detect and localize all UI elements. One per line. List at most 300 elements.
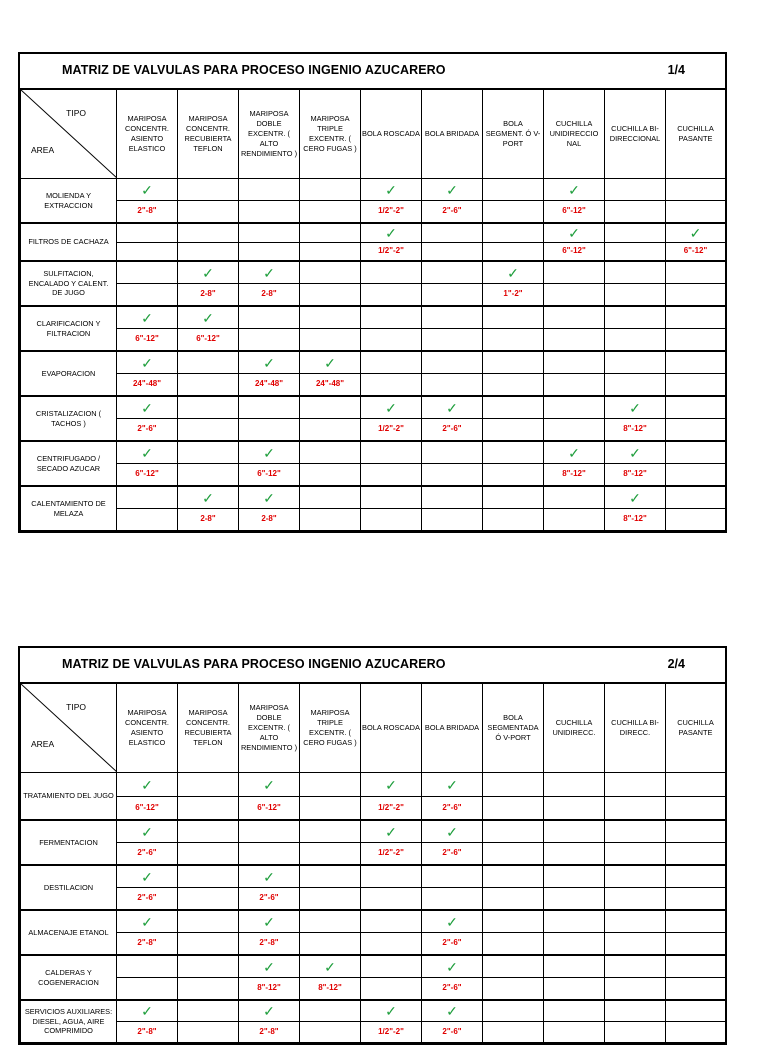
size-cell	[117, 464, 178, 487]
column-header	[544, 90, 605, 179]
checkmark-icon: ✓	[446, 776, 458, 793]
size-cell	[361, 1022, 422, 1043]
checkmark-icon: ✓	[446, 913, 458, 930]
size-cell	[361, 888, 422, 911]
size-cell	[605, 888, 666, 911]
check-cell	[666, 773, 726, 797]
checkmark-icon: ✓	[385, 181, 397, 198]
check-cell	[361, 820, 422, 843]
area-label: CALENTAMIENTO DE MELAZA	[21, 486, 117, 531]
checkmark-icon: ✓	[446, 1003, 458, 1019]
size-range: 1/2"-2"	[378, 802, 404, 812]
check-cell	[605, 179, 666, 201]
check-cell	[361, 1000, 422, 1022]
check-cell	[239, 486, 300, 509]
checkmark-icon: ✓	[324, 958, 336, 975]
checkmark-icon: ✓	[689, 225, 702, 241]
size-cell	[483, 797, 544, 821]
size-cell	[605, 201, 666, 224]
size-cell	[483, 374, 544, 397]
size-cell	[483, 419, 544, 442]
area-row-check	[21, 351, 726, 374]
size-cell	[361, 797, 422, 821]
checkmark-icon: ✓	[629, 444, 641, 461]
size-cell	[605, 843, 666, 866]
size-cell	[239, 329, 300, 352]
size-cell	[422, 1022, 483, 1043]
size-cell	[544, 509, 605, 531]
size-cell	[300, 329, 361, 352]
check-cell	[544, 306, 605, 329]
column-header-label: CUCHILLA PASANTE	[677, 718, 714, 737]
area-label: MOLIENDA Y EXTRACCION	[21, 179, 117, 224]
check-cell	[666, 910, 726, 933]
check-cell	[361, 441, 422, 464]
size-range: 2"-6"	[442, 983, 462, 993]
column-header-label: MARIPOSA TRIPLE EXCENTR. ( CERO FUGAS )	[303, 114, 357, 153]
checkmark-icon: ✓	[141, 776, 153, 793]
size-cell	[422, 888, 483, 911]
check-cell	[544, 486, 605, 509]
size-range: 2"-6"	[137, 893, 157, 903]
size-cell	[117, 843, 178, 866]
diagonal-divider	[21, 684, 117, 772]
check-cell	[117, 179, 178, 201]
checkmark-icon: ✓	[568, 181, 580, 198]
check-cell	[422, 486, 483, 509]
size-cell	[117, 797, 178, 821]
size-range: 8"-12"	[318, 983, 342, 993]
size-cell	[117, 509, 178, 531]
size-range: 2"-8"	[137, 1026, 157, 1036]
column-header	[300, 90, 361, 179]
column-header-label: CUCHILLA PASANTE	[677, 124, 714, 143]
checkmark-icon: ✓	[141, 913, 153, 930]
size-cell	[239, 978, 300, 1001]
check-cell	[178, 910, 239, 933]
size-range: 8"-12"	[257, 983, 281, 993]
check-cell	[239, 955, 300, 978]
check-cell	[544, 910, 605, 933]
check-cell	[544, 179, 605, 201]
checkmark-icon: ✓	[385, 776, 397, 793]
check-cell	[422, 306, 483, 329]
size-cell	[361, 978, 422, 1001]
checkmark-icon: ✓	[324, 354, 336, 371]
checkmark-icon: ✓	[141, 181, 153, 198]
check-cell	[178, 306, 239, 329]
size-cell	[605, 1022, 666, 1043]
area-row-check	[21, 865, 726, 888]
area-row-size	[21, 978, 726, 1001]
check-cell	[361, 306, 422, 329]
size-cell	[300, 509, 361, 531]
size-range: 24"-48"	[315, 379, 345, 389]
size-cell	[483, 888, 544, 911]
size-cell	[666, 933, 726, 956]
check-cell	[300, 261, 361, 284]
size-cell	[666, 374, 726, 397]
check-cell	[544, 865, 605, 888]
check-cell	[300, 351, 361, 374]
area-label: CALDERAS Y COGENERACION	[21, 955, 117, 1000]
column-header-label: MARIPOSA CONCENTR. RECUBIERTA TEFLON	[184, 114, 232, 153]
column-header	[605, 90, 666, 179]
check-cell	[117, 396, 178, 419]
check-cell	[422, 179, 483, 201]
check-cell	[483, 773, 544, 797]
size-cell	[422, 933, 483, 956]
checkmark-icon: ✓	[202, 264, 214, 281]
area-row-check	[21, 179, 726, 201]
size-cell	[178, 243, 239, 262]
check-cell	[117, 261, 178, 284]
check-cell	[483, 486, 544, 509]
size-cell	[422, 201, 483, 224]
valve-matrix-sheet-1	[18, 52, 727, 533]
area-label: ALMACENAJE ETANOL	[21, 910, 117, 955]
size-cell	[361, 243, 422, 262]
check-cell	[178, 179, 239, 201]
check-cell	[117, 351, 178, 374]
checkmark-icon: ✓	[446, 823, 458, 840]
column-header	[666, 90, 726, 179]
diagonal-divider	[21, 90, 117, 178]
header-area-label: AREA	[31, 144, 55, 155]
size-cell	[483, 843, 544, 866]
size-cell	[300, 843, 361, 866]
check-cell	[422, 223, 483, 243]
size-cell	[300, 978, 361, 1001]
column-header-label: MARIPOSA TRIPLE EXCENTR. ( CERO FUGAS )	[303, 708, 357, 747]
check-cell	[483, 441, 544, 464]
column-header	[361, 684, 422, 773]
size-cell	[178, 509, 239, 531]
size-cell	[361, 509, 422, 531]
column-header	[117, 90, 178, 179]
check-cell	[666, 865, 726, 888]
size-range: 6"-12"	[683, 246, 708, 256]
size-cell	[544, 888, 605, 911]
size-cell	[361, 419, 422, 442]
column-header	[239, 684, 300, 773]
check-cell	[300, 306, 361, 329]
area-row-size	[21, 797, 726, 821]
check-cell	[361, 910, 422, 933]
size-cell	[300, 1022, 361, 1043]
check-cell	[544, 773, 605, 797]
check-cell	[605, 820, 666, 843]
size-cell	[361, 464, 422, 487]
area-label: CENTRIFUGADO / SECADO AZUCAR	[21, 441, 117, 486]
size-range: 6"-12"	[257, 469, 281, 479]
check-cell	[178, 820, 239, 843]
size-cell	[483, 201, 544, 224]
size-cell	[422, 464, 483, 487]
header-tipo-label: TIPO	[66, 702, 86, 712]
area-label: SULFITACION, ENCALADO Y CALENT. DE JUGO	[21, 261, 117, 306]
size-cell	[300, 201, 361, 224]
size-cell	[117, 243, 178, 262]
area-label: SERVICIOS AUXILIARES: DIESEL, AGUA, AIRE COMPRIMIDO	[21, 1000, 117, 1043]
column-header-label: BOLA SEGMENTADA Ó V-PORT	[487, 713, 539, 742]
checkmark-icon: ✓	[263, 868, 275, 885]
checkmark-icon: ✓	[263, 489, 275, 506]
check-cell	[300, 773, 361, 797]
check-cell	[117, 306, 178, 329]
column-header-label: MARIPOSA CONCENTR. ASIENTO ELASTICO	[125, 114, 169, 153]
check-cell	[239, 865, 300, 888]
check-cell	[300, 955, 361, 978]
checkmark-icon: ✓	[446, 399, 458, 416]
size-cell	[361, 374, 422, 397]
size-range: 2-8"	[200, 514, 216, 524]
checkmark-icon: ✓	[568, 444, 580, 461]
size-cell	[483, 933, 544, 956]
check-cell	[361, 396, 422, 419]
checkmark-icon: ✓	[385, 399, 397, 416]
size-cell	[300, 888, 361, 911]
area-row-check	[21, 261, 726, 284]
size-cell	[605, 933, 666, 956]
column-header	[666, 684, 726, 773]
column-header	[422, 684, 483, 773]
size-range: 8"-12"	[623, 469, 647, 479]
size-cell	[300, 284, 361, 307]
column-header-label: BOLA ROSCADA	[362, 129, 420, 138]
column-header	[361, 90, 422, 179]
sheet-title-bar	[20, 648, 725, 683]
area-label: FERMENTACION	[21, 820, 117, 865]
area-row-check	[21, 955, 726, 978]
check-cell	[361, 351, 422, 374]
size-cell	[117, 329, 178, 352]
column-header	[178, 90, 239, 179]
checkmark-icon: ✓	[446, 181, 458, 198]
column-header-label: BOLA SEGMENT. Ó V-PORT	[485, 119, 541, 148]
check-cell	[483, 351, 544, 374]
check-cell	[666, 261, 726, 284]
check-cell	[422, 820, 483, 843]
size-cell	[544, 933, 605, 956]
check-cell	[483, 223, 544, 243]
size-range: 2"-8"	[137, 206, 157, 216]
size-cell	[239, 888, 300, 911]
check-cell	[666, 396, 726, 419]
size-cell	[422, 509, 483, 531]
check-cell	[117, 486, 178, 509]
size-cell	[178, 374, 239, 397]
area-row-check	[21, 486, 726, 509]
size-cell	[361, 201, 422, 224]
check-cell	[361, 223, 422, 243]
size-cell	[483, 243, 544, 262]
size-cell	[422, 243, 483, 262]
column-header-label: CUCHILLA BI-DIRECC.	[611, 718, 659, 737]
column-header	[483, 684, 544, 773]
size-cell	[666, 978, 726, 1001]
size-cell	[239, 201, 300, 224]
check-cell	[422, 396, 483, 419]
check-cell	[605, 441, 666, 464]
size-cell	[483, 509, 544, 531]
size-cell	[544, 978, 605, 1001]
area-label: EVAPORACION	[21, 351, 117, 396]
size-cell	[422, 329, 483, 352]
size-range: 1/2"-2"	[378, 206, 404, 216]
size-cell	[666, 843, 726, 866]
size-cell	[544, 284, 605, 307]
check-cell	[178, 396, 239, 419]
checkmark-icon: ✓	[141, 823, 153, 840]
column-header-label: BOLA BRIDADA	[424, 723, 480, 732]
valve-matrix-table	[20, 89, 726, 531]
area-row-check	[21, 306, 726, 329]
check-cell	[117, 773, 178, 797]
check-cell	[422, 773, 483, 797]
checkmark-icon: ✓	[385, 823, 397, 840]
size-cell	[605, 284, 666, 307]
size-range: 1/2"-2"	[378, 848, 404, 858]
area-label: CRISTALIZACION ( TACHOS )	[21, 396, 117, 441]
check-cell	[300, 486, 361, 509]
column-header	[239, 90, 300, 179]
checkmark-icon: ✓	[263, 354, 275, 371]
size-cell	[483, 464, 544, 487]
check-cell	[117, 223, 178, 243]
column-header-label: CUCHILLA BI-DIRECCIONAL	[609, 124, 661, 143]
size-cell	[239, 419, 300, 442]
checkmark-icon: ✓	[141, 309, 153, 326]
check-cell	[544, 1000, 605, 1022]
area-row-size	[21, 1022, 726, 1043]
size-cell	[544, 419, 605, 442]
check-cell	[239, 261, 300, 284]
size-cell	[300, 464, 361, 487]
check-cell	[361, 261, 422, 284]
checkmark-icon: ✓	[263, 776, 275, 793]
check-cell	[666, 351, 726, 374]
area-label: CLARIFICACION Y FILTRACION	[21, 306, 117, 351]
area-row-check	[21, 441, 726, 464]
check-cell	[361, 486, 422, 509]
area-row-size	[21, 201, 726, 224]
size-range: 2"-8"	[137, 938, 157, 948]
check-cell	[239, 1000, 300, 1022]
size-range: 6"-12"	[135, 334, 159, 344]
check-cell	[178, 955, 239, 978]
size-cell	[422, 374, 483, 397]
check-cell	[117, 441, 178, 464]
size-cell	[605, 243, 666, 262]
size-range: 2"-6"	[442, 802, 462, 812]
size-cell	[605, 329, 666, 352]
size-cell	[361, 284, 422, 307]
check-cell	[422, 441, 483, 464]
size-cell	[483, 284, 544, 307]
check-cell	[300, 910, 361, 933]
sheet-title: MATRIZ DE VALVULAS PARA PROCESO INGENIO AZUCARERO	[62, 657, 446, 671]
area-row-check	[21, 396, 726, 419]
column-header-label: BOLA ROSCADA	[362, 723, 420, 732]
column-header	[605, 684, 666, 773]
check-cell	[483, 179, 544, 201]
type-area-header-cell	[21, 90, 117, 179]
check-cell	[300, 1000, 361, 1022]
size-cell	[666, 464, 726, 487]
check-cell	[300, 820, 361, 843]
size-range: 2"-6"	[259, 893, 279, 903]
size-range: 1/2"-2"	[378, 1026, 404, 1036]
check-cell	[544, 396, 605, 419]
size-range: 6"-12"	[562, 246, 586, 256]
check-cell	[178, 351, 239, 374]
check-cell	[605, 261, 666, 284]
size-cell	[178, 201, 239, 224]
checkmark-icon: ✓	[263, 264, 275, 281]
size-range: 1/2"-2"	[378, 246, 404, 256]
size-cell	[178, 464, 239, 487]
size-range: 2"-6"	[442, 1026, 462, 1036]
check-cell	[239, 820, 300, 843]
check-cell	[117, 910, 178, 933]
size-cell	[239, 374, 300, 397]
size-cell	[422, 797, 483, 821]
check-cell	[300, 865, 361, 888]
size-cell	[178, 933, 239, 956]
size-cell	[239, 284, 300, 307]
size-cell	[483, 978, 544, 1001]
size-cell	[666, 509, 726, 531]
checkmark-icon: ✓	[263, 913, 275, 930]
check-cell	[239, 396, 300, 419]
column-header-label: CUCHILLA UNIDIRECCIO NAL	[549, 119, 599, 148]
size-cell	[239, 933, 300, 956]
area-row-check	[21, 773, 726, 797]
area-row-size	[21, 419, 726, 442]
size-range: 2"-6"	[442, 848, 462, 858]
check-cell	[483, 396, 544, 419]
size-cell	[178, 329, 239, 352]
size-cell	[239, 509, 300, 531]
checkmark-icon: ✓	[202, 489, 214, 506]
check-cell	[117, 1000, 178, 1022]
size-cell	[300, 374, 361, 397]
size-cell	[239, 797, 300, 821]
size-cell	[178, 888, 239, 911]
size-range: 2"-6"	[442, 206, 462, 216]
area-row-size	[21, 243, 726, 262]
check-cell	[544, 223, 605, 243]
size-range: 2"-6"	[137, 424, 157, 434]
check-cell	[605, 486, 666, 509]
checkmark-icon: ✓	[141, 1003, 153, 1019]
size-cell	[422, 843, 483, 866]
check-cell	[605, 910, 666, 933]
check-cell	[483, 820, 544, 843]
size-cell	[666, 797, 726, 821]
check-cell	[605, 773, 666, 797]
size-range: 8"-12"	[623, 424, 647, 434]
type-area-header-cell	[21, 684, 117, 773]
size-range: 8"-12"	[623, 514, 647, 524]
size-cell	[117, 888, 178, 911]
size-cell	[666, 284, 726, 307]
check-cell	[483, 261, 544, 284]
size-cell	[544, 374, 605, 397]
size-range: 1/2"-2"	[378, 424, 404, 434]
size-cell	[117, 933, 178, 956]
